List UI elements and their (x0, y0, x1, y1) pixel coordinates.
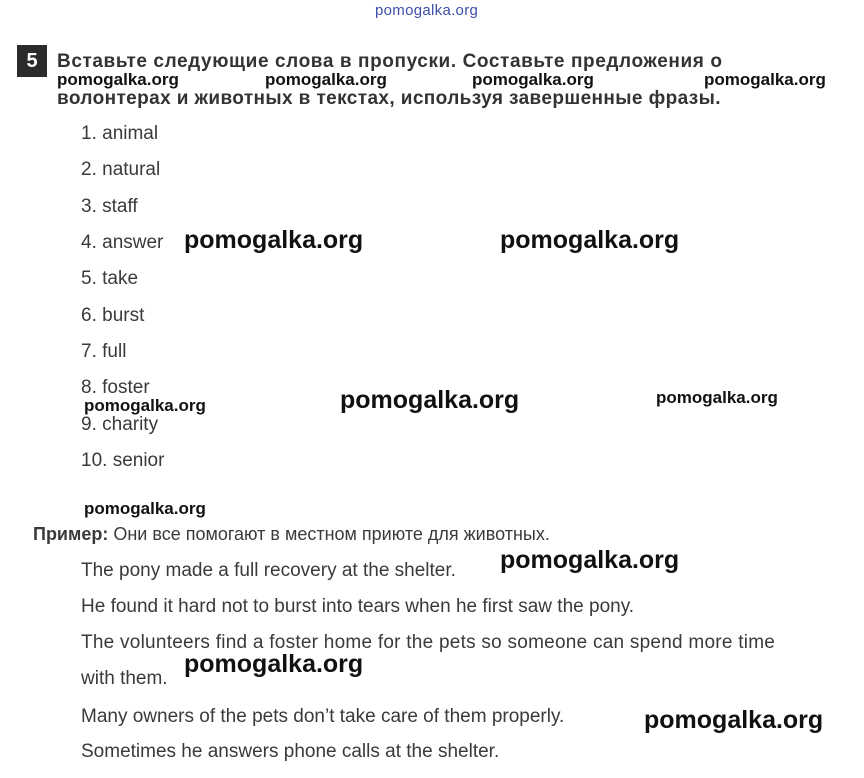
watermark: pomogalka.org (656, 388, 778, 407)
watermark: pomogalka.org (472, 70, 594, 89)
watermark: pomogalka.org (500, 226, 680, 254)
word-list-item: 6. burst (81, 305, 145, 326)
watermark: pomogalka.org (84, 396, 206, 415)
task-instruction-line2: волонтерах и животных в текстах, используя завершенные фразы. (57, 88, 721, 109)
watermark: pomogalka.org (184, 226, 364, 254)
watermark: pomogalka.org (184, 650, 364, 678)
watermark: pomogalka.org (84, 499, 206, 518)
word-list-item: 7. full (81, 341, 127, 362)
word-list-item: 3. staff (81, 196, 138, 217)
watermark: pomogalka.org (704, 70, 826, 89)
word-list-item: 4. answer (81, 232, 164, 253)
top-watermark: pomogalka.org (375, 2, 479, 19)
word-list-item: 9. charity (81, 414, 159, 435)
watermark: pomogalka.org (644, 706, 824, 734)
watermark: pomogalka.org (340, 386, 520, 414)
example-line (33, 524, 550, 545)
sentence: with them. (81, 668, 168, 689)
task-number-badge: 5 (17, 45, 47, 77)
task-instruction-line1: Вставьте следующие слова в пропуски. Составьте предложения о (57, 51, 723, 72)
watermark: pomogalka.org (265, 70, 387, 89)
sentence: The volunteers find a foster home for the pets so someone can spend more time (81, 632, 776, 653)
word-list-item: 2. natural (81, 159, 161, 180)
example-text: Они все помогают в местном приюте для животных. (113, 524, 550, 544)
watermark: pomogalka.org (57, 70, 179, 89)
sentence: He found it hard not to burst into tears when he first saw the pony. (81, 596, 635, 617)
watermark: pomogalka.org (500, 546, 680, 574)
sentence: The pony made a full recovery at the shelter. (81, 560, 456, 581)
word-list-item: 8. foster (81, 377, 150, 398)
sentence: Sometimes he answers phone calls at the shelter. (81, 741, 500, 762)
word-list-item: 5. take (81, 268, 139, 289)
example-label: Пример: (33, 524, 109, 544)
sentence: Many owners of the pets don’t take care of them properly. (81, 706, 565, 727)
word-list-item: 10. senior (81, 450, 165, 471)
word-list-item: 1. animal (81, 123, 159, 144)
